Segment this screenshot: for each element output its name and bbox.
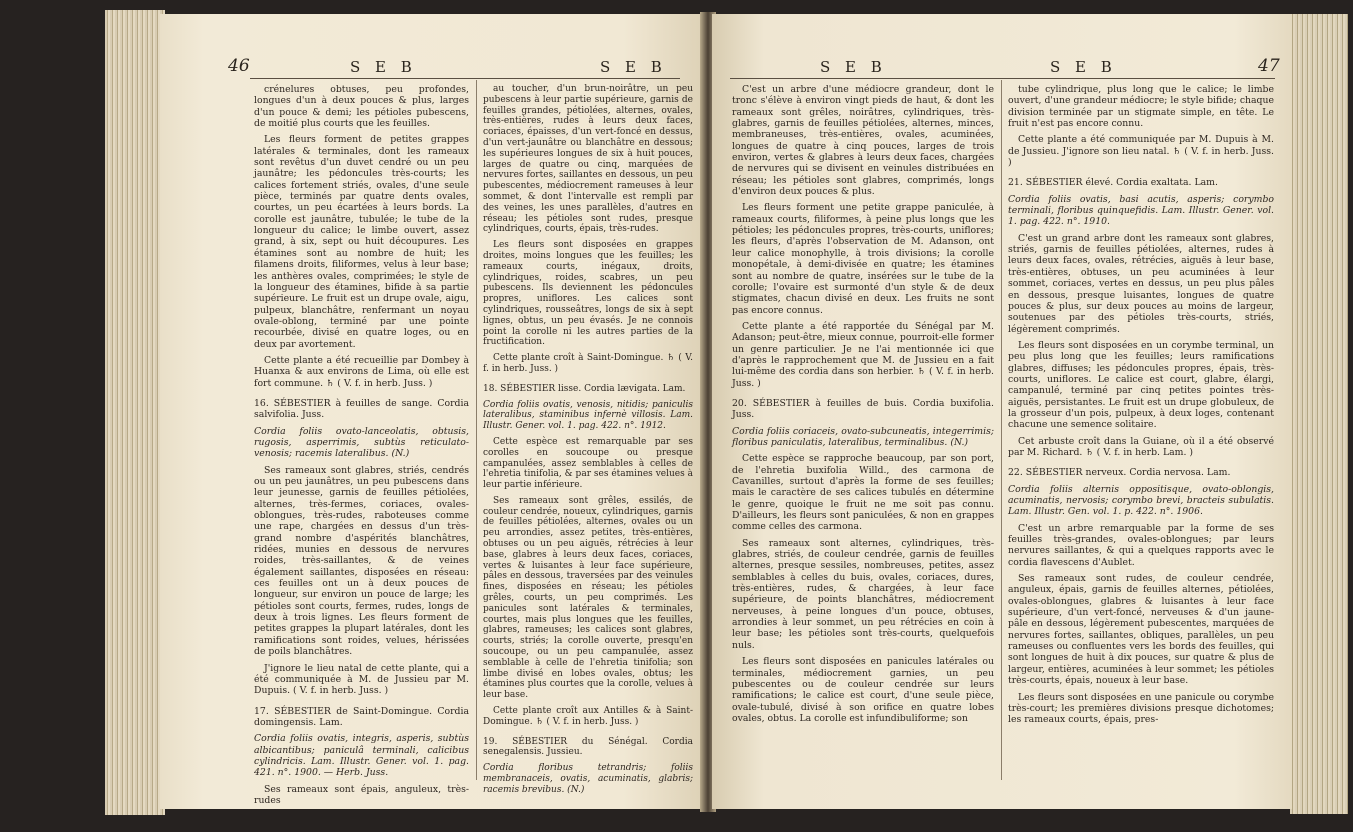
page-number-right: 47 (1258, 56, 1280, 76)
latin-diagnosis: Cordia foliis ovatis, venosis, nitidis; paniculis lateralibus, staminibus infernè villosis. Lam. Illustr. Gener. vol. 1. pag. 422. n°. 1912. (483, 399, 693, 432)
body-paragraph: Cette espèce se rapproche beaucoup, par son port, de l'ehretia buxifolia Willd., des carmona de Cavanilles, surtout d'après la forme de ses feuilles; mais le caractère de ses calices tubulés en détermine le genre, quoique le fruit ne me soit pas connu. D'ailleurs, les fleurs sont paniculées, & non en grappes comme celles des carmona. (732, 453, 994, 533)
body-paragraph: C'est un arbre remarquable par la forme de ses feuilles très-grandes, ovales-oblongues; par leurs nervures saillantes, & qui a quelques rapports avec le cordia flavescens d'Aublet. (1008, 522, 1274, 568)
body-paragraph: Ses rameaux sont grêles, essilés, de couleur cendrée, noueux, cylindriques, garnis de feuilles pétiolées, alternes, ovales ou un peu arrondies, assez petites, très-entières, obtuses ou un peu aiguës, rétrécies à leur base, glabres à leurs deux faces, coriaces, vertes & luisantes à leur face supérieure, pâles en dessous, traversées par des veinules fines, disposées en réseau; les pétioles grêles, courts, un peu comprimés. Les panicules sont latérales & terminales, courtes, mais plus longues que les feuilles, glabres, rameuses; les calices sont glabres, courts, striés; la corolle ouverte, presqu'en soucoupe, ou un peu campanulée, assez semblable à celle de l'ehretia tinifolia; son limbe divisé en lobes ovales, obtus; les étamines plus courtes que la corolle, velues à leur base. (483, 495, 693, 701)
species-heading: 19. SÉBESTIER du Sénégal. Cordia senegalensis. Jussieu. (483, 736, 693, 758)
body-paragraph: Ses rameaux sont épais, anguleux, très-rudes (254, 783, 469, 806)
page-stack-left (105, 10, 165, 815)
page-number-left: 46 (228, 56, 250, 76)
body-paragraph: C'est un grand arbre dont les rameaux sont glabres, striés, garnis de feuilles pétiolées, alternes, rudes à leurs deux faces, ovales, rétrécies, aiguës à leur base, très-entières, obtuses, un peu acuminées à leur sommet, coriaces, vertes en dessus, un peu plus pâles en dessous, presque luisantes, longues de quatre pouces & plus, sur deux pouces au moins de largeur, soutenues par des pétioles très-courts, striés, légèrement comprimés. (1008, 232, 1274, 335)
body-paragraph: Cette plante a été communiquée par M. Dupuis à M. de Jussieu. J'ignore son lieu natal. ♄ ( V. f. in herb. Juss. ) (1008, 134, 1274, 169)
body-paragraph: Les fleurs sont disposées en grappes droites, moins longues que les feuilles; les rameaux courts, inégaux, droits, cylindriques, roides, scabres, un peu pubescens. Ils deviennent les pédoncules propres, uniflores. Les calices sont cylindriques, rousseâtres, longs de six à sept lignes, obtus, un peu évasés. Je ne connois point la corolle ni les autres parties de la fructification. (483, 240, 693, 348)
body-paragraph: Les fleurs sont disposées en panicules latérales ou terminales, médiocrement garnies, un peu pubescentes ou de couleur cendrée sur leurs ramifications; le calice est court, d'une seule pièce, ovale-tubulé, divisé à son orifice en quatre lobes ovales, obtus. La corolle est infundibuliforme; son (732, 656, 994, 724)
left-page (160, 14, 705, 809)
header-rule-right (730, 78, 1275, 79)
latin-diagnosis: Cordia foliis ovatis, basi acutis, asperis; corymbo terminali, floribus quinquefidis. Lam. Illustr. Gener. vol. 1. pag. 422. n°. 1910. (1008, 193, 1274, 228)
species-heading: 22. SÉBESTIER nerveux. Cordia nervosa. Lam. (1008, 467, 1231, 479)
latin-diagnosis: Cordia foliis ovatis, integris, asperis, subtùs albicantibus; paniculâ terminali, calicibus cylindricis. Lam. Illustr. Gener. vol. 1. pag. 421. n°. 1900. — Herb. Juss. (254, 733, 469, 779)
body-paragraph: Ses rameaux sont alternes, cylindriques, très-glabres, striés, de couleur cendrée, garnis de feuilles alternes, presque sessiles, nombreuses, petites, assez semblables à celles du buis, ovales, coriaces, dures, très-entières, rudes, & chargées, à leur face supérieure, de points blanchâtres, médiocrement nerveuses, à peine longues d'un pouce, obtuses, arrondies à leur sommet, un peu rétrécies en coin à leur base; les pétioles sont très-courts, quelquefois nuls. (732, 537, 994, 651)
body-paragraph: Ses rameaux sont rudes, de couleur cendrée, anguleux, épais, garnis de feuilles alternes, pétiolées, ovales-oblongues, glabres & luisantes à leur face supérieure, d'un vert-foncé, nerveuses & d'un jaune-pâle en dessous, légèrement pubescentes, marquées de nervures fortes, saillantes, obliques, parallèles, un peu rameuses ou confluentes vers les bords des feuilles, qui sont longues de huit à dix pouces, sur quatre & plus de largeur, entières, acuminées à leur sommet; les pétioles très-courts, épais, noueux à leur base. (1008, 573, 1274, 687)
body-paragraph: tube cylindrique, plus long que le calice; le limbe ouvert, d'une grandeur médiocre; le style bifide; chaque division terminée par un stigmate simple, en tête. Le fruit n'est pas encore connu. (1008, 84, 1274, 130)
running-header-left-b: S E B (600, 58, 667, 76)
body-paragraph: Cette plante croît à Saint-Domingue. ♄ ( V. f. in herb. Juss. ) (483, 353, 693, 374)
body-paragraph: Cette plante croît aux Antilles & à Saint-Domingue. ♄ ( V. f. in herb. Juss. ) (483, 706, 693, 727)
species-heading: 16. SÉBESTIER à feuilles de sange. Cordia salvifolia. Juss. (254, 397, 469, 421)
body-paragraph: Les fleurs forment une petite grappe paniculée, à rameaux courts, filiformes, à peine plus longs que les pétioles; les pédoncules propres, très-courts, uniflores; les fleurs, d'après l'observation de M. Adanson, ont leur calice monophylle, à trois divisions; la corolle monopétale, à demi-divisée en quatre; les étamines sont au nombre de quatre, insérées sur le tube de la corolle; l'ovaire est surmonté d'un style & de deux stigmates, chacun divisé en deux. Les fruits ne sont pas encore connus. (732, 202, 994, 316)
body-paragraph: Cette espèce est remarquable par ses corolles en soucoupe ou presque campanulées, assez semblables à celles de l'ehretia tinifolia, & par ses étamines velues à leur partie inférieure. (483, 436, 693, 491)
column-divider-right (1001, 80, 1002, 780)
body-paragraph: Les fleurs sont disposées en une panicule ou corymbe très-court; les premières divisions presque dichotomes; les rameaux courts, épais, pres- (1008, 691, 1274, 726)
body-paragraph: Cet arbuste croît dans la Guiane, où il a été observé par M. Richard. ♄ ( V. f. in herb. Lam. ) (1008, 435, 1274, 458)
page-stack-right (1290, 14, 1348, 814)
left-page-column-1 (254, 84, 469, 809)
running-header-right-b: S E B (1050, 58, 1117, 76)
latin-diagnosis: Cordia floribus tetrandris; foliis membranaceis, ovatis, acuminatis, glabris; racemis brevibus. (N.) (483, 763, 693, 795)
latin-diagnosis: Cordia foliis coriaceis, ovato-subcuneatis, integerrimis; floribus paniculatis, lateralibus, terminalibus. (N.) (732, 425, 994, 448)
body-paragraph: Cette plante a été rapportée du Sénégal par M. Adanson; peut-être, mieux connue, pourroit-elle former un genre particulier. Je ne l'ai mentionnée ici que d'après le rapprochement que M. de Jussieu en a fait lui-même des cordia dans son herbier. ♄ ( V. f. in herb. Juss. ) (732, 320, 994, 389)
running-header-right-a: S E B (820, 58, 887, 76)
body-paragraph: crénelures obtuses, peu profondes, longues d'un à deux pouces & plus, larges d'un pouce & demi; les pétioles pubescens, de moitié plus courts que les feuilles. (254, 84, 469, 130)
column-divider-left (476, 80, 477, 780)
right-page (712, 14, 1292, 809)
latin-diagnosis: Cordia foliis ovato-lanceolatis, obtusis, rugosis, asperrimis, subtùs reticulato-venosis; racemis lateralibus. (N.) (254, 425, 469, 460)
body-paragraph: Les fleurs forment de petites grappes latérales & terminales, dont les rameaux sont revêtus d'un duvet cendré ou un peu jaunâtre; les pédoncules très-courts; les calices fortement striés, ovales, d'une seule pièce, terminés par quatre dents ovales, courtes, un peu écartées à leurs bords. La corolle est jaunâtre, tubulée; le tube de la longueur du calice; le limbe ouvert, assez grand, à six, sept ou huit découpures. Les étamines sont au nombre de huit; les filamens droits, filiformes, velus à leur base; les anthères ovales, comprimées; le style de la longueur des étamines, bifide à sa partie supérieure. Le fruit est un drupe ovale, aigu, pulpeux, blanchâtre, renfermant un noyau ovale-oblong, terminé par une pointe recourbée, divisé en quatre loges, ou en deux par avortement. (254, 134, 469, 350)
body-paragraph: Ses rameaux sont glabres, striés, cendrés ou un peu jaunâtres, un peu pubescens dans leur jeunesse, garnis de feuilles pétiolées, alternes, très-fermes, coriaces, ovales-oblongues, très-rudes, raboteuses comme une rape, chargées en dessus d'un très-grand nombre d'aspérités blanchâtres, ridées, munies en dessous de nervures roides, très-saillantes, & de veines également saillantes, disposées en réseau: ces feuilles ont un à deux pouces de longueur, sur environ un pouce de large; les pétioles sont courts, fermes, rudes, longs de deux à trois lignes. Les fleurs forment de petites grappes la plupart latérales, dont les ramifications sont roides, velues, hérissées de poils blanchâtres. (254, 464, 469, 658)
header-rule-left (250, 78, 680, 79)
body-paragraph: Cette plante a été recueillie par Dombey à Huanxa & aux environs de Lima, où elle est fort commune. ♄ ( V. f. in herb. Juss. ) (254, 354, 469, 389)
right-page-column-2 (1008, 84, 1274, 731)
latin-diagnosis: Cordia foliis alternis oppositisque, ovato-oblongis, acuminatis, nervosis; corymbo brevi, bracteis subulatis. Lam. Illustr. Gen. vol. 1. p. 422. n°. 1906. (1008, 483, 1274, 518)
right-page-column-1 (732, 84, 994, 729)
species-heading: 17. SÉBESTIER de Saint-Domingue. Cordia domingensis. Lam. (254, 705, 469, 728)
body-paragraph: C'est un arbre d'une médiocre grandeur, dont le tronc s'élève à environ vingt pieds de haut, & dont les rameaux sont grêles, noirâtres, cylindriques, très-glabres, garnis de feuilles pétiolées, alternes, minces, membraneuses, très-entières, ovales, acuminées, longues de quatre à cinq pouces, larges de trois environ, vertes & glabres à leurs deux faces, chargées de nervures qui se divisent en veinules distribuées en réseau; les pétioles sont glabres, comprimés, longs d'environ deux pouces & plus. (732, 84, 994, 198)
species-heading: 21. SÉBESTIER élevé. Cordia exaltata. Lam. (1008, 177, 1218, 189)
body-paragraph: Les fleurs sont disposées en un corymbe terminal, un peu plus long que les feuilles; leurs ramifications glabres, diffuses; les pédoncules propres, épais, très-courts, uniflores. Le calice est court, glabre, élargi, campanulé, terminé par cinq petites pointes très-aiguës, persistantes. Le fruit est un drupe globuleux, de la grosseur d'un pois, pulpeux, à deux loges, contenant chacune une semence solitaire. (1008, 339, 1274, 431)
body-paragraph: J'ignore le lieu natal de cette plante, qui a été communiquée à M. de Jussieu par M. Dupuis. ( V. f. in herb. Juss. ) (254, 662, 469, 697)
running-header-left-a: S E B (350, 58, 417, 76)
species-heading: 18. SÉBESTIER lisse. Cordia lævigata. Lam. (483, 383, 686, 394)
body-paragraph: au toucher, d'un brun-noirâtre, un peu pubescens à leur partie supérieure, garnis de feuilles grandes, pétiolées, alternes, ovales, très-entières, rudes à leurs deux faces, coriaces, épaisses, d'un vert-foncé en dessus, d'un vert-jaunâtre ou blanchâtre en dessous; les supérieures longues de six à huit pouces, larges de quatre ou cinq, marquées de nervures fortes, saillantes en dessous, un peu pubescentes, médiocrement rameuses à leur sommet, & dont l'intervalle est rempli par des veines, les unes parallèles, d'autres en réseau; les pétioles sont rudes, presque cylindriques, courts, épais, très-rudes. (483, 84, 693, 235)
species-heading: 20. SÉBESTIER à feuilles de buis. Cordia buxifolia. Juss. (732, 397, 994, 421)
left-page-column-2 (483, 84, 693, 801)
